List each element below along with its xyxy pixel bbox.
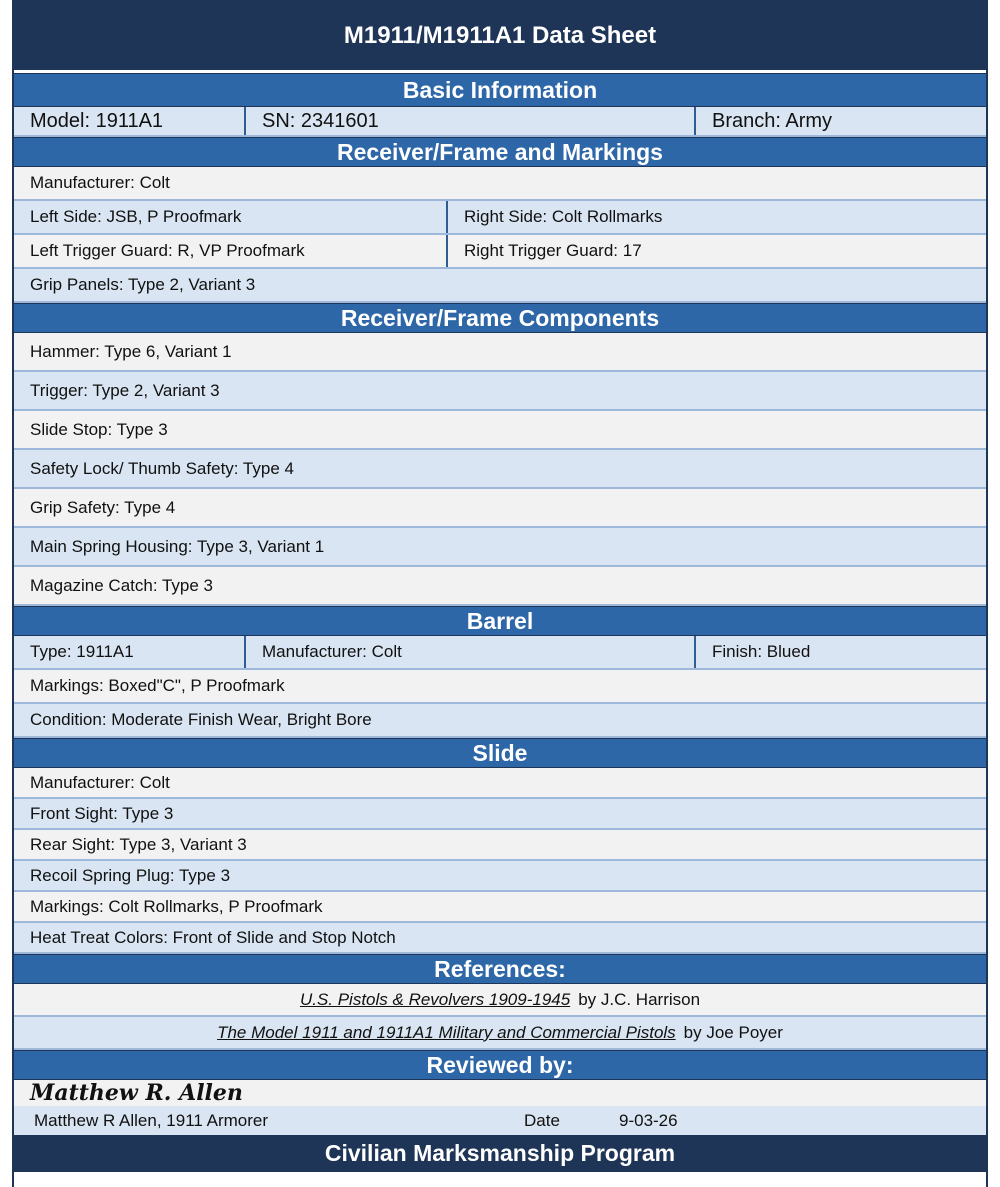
component-row [14, 333, 986, 372]
review-date: 9-03-26 [619, 1110, 678, 1130]
section-references: References: [14, 954, 986, 984]
reviewer-signature: Matthew R. Allen [30, 1080, 243, 1106]
slide-rear-sight: Rear Sight: Type 3, Variant 3 [30, 834, 247, 854]
reference-title: U.S. Pistols & Revolvers 1909-1945 [299, 989, 571, 1009]
barrel-manufacturer: Manufacturer: Colt [244, 636, 694, 668]
component-thumb-safety: Safety Lock/ Thumb Safety: Type 4 [30, 458, 294, 478]
date-label: Date [524, 1110, 560, 1130]
barrel-markings-row [14, 670, 986, 704]
reviewer-row [14, 1106, 986, 1135]
data-sheet [12, 0, 988, 1187]
component-magazine-catch: Magazine Catch: Type 3 [30, 575, 214, 595]
slide-row [14, 923, 986, 954]
component-main-spring-housing: Main Spring Housing: Type 3, Variant 1 [30, 536, 325, 556]
section-receiver-markings: Receiver/Frame and Markings [14, 137, 986, 167]
reference-author: by Joe Poyer [683, 1022, 783, 1042]
component-row [14, 372, 986, 411]
section-basic-information: Basic Information [14, 73, 986, 107]
grip-panels-row [14, 269, 986, 303]
model-field: Model: 1911A1 [30, 109, 164, 132]
section-frame-components: Receiver/Frame Components [14, 303, 986, 333]
right-trigger-guard: Right Trigger Guard: 17 [446, 235, 986, 267]
frame-manufacturer: Manufacturer: Colt [30, 173, 170, 192]
slide-markings: Markings: Colt Rollmarks, P Proofmark [30, 896, 323, 916]
section-barrel: Barrel [14, 606, 986, 636]
right-side-marking: Right Side: Colt Rollmarks [446, 201, 986, 233]
reference-title: The Model 1911 and 1911A1 Military and Commercial Pistols [217, 1022, 676, 1042]
serial-number-field: SN: 2341601 [244, 107, 694, 135]
slide-recoil-spring-plug: Recoil Spring Plug: Type 3 [30, 865, 231, 885]
branch-field: Branch: Army [694, 107, 986, 135]
frame-manufacturer-row [14, 167, 986, 201]
footer-organization: Civilian Marksmanship Program [14, 1135, 986, 1172]
barrel-finish: Finish: Blued [694, 636, 986, 668]
slide-row [14, 830, 986, 861]
trigger-guard-row [14, 235, 986, 269]
slide-row [14, 799, 986, 830]
component-row [14, 528, 986, 567]
barrel-condition: Condition: Moderate Finish Wear, Bright Bore [30, 710, 372, 729]
grip-panels: Grip Panels: Type 2, Variant 3 [30, 275, 256, 294]
slide-front-sight: Front Sight: Type 3 [30, 803, 174, 823]
component-trigger: Trigger: Type 2, Variant 3 [30, 380, 220, 400]
component-hammer: Hammer: Type 6, Variant 1 [30, 341, 232, 361]
side-markings-row [14, 201, 986, 235]
component-row [14, 567, 986, 606]
slide-manufacturer: Manufacturer: Colt [30, 772, 170, 792]
left-side-marking: Left Side: JSB, P Proofmark [30, 207, 242, 226]
reference-row [14, 984, 986, 1017]
component-slide-stop: Slide Stop: Type 3 [30, 419, 168, 439]
slide-heat-treat-colors: Heat Treat Colors: Front of Slide and Stop Notch [30, 927, 396, 947]
left-trigger-guard: Left Trigger Guard: R, VP Proofmark [30, 241, 305, 260]
signature-row [14, 1080, 986, 1106]
barrel-type: Type: 1911A1 [30, 642, 134, 661]
barrel-condition-row [14, 704, 986, 738]
component-grip-safety: Grip Safety: Type 4 [30, 497, 176, 517]
slide-row [14, 861, 986, 892]
section-slide: Slide [14, 738, 986, 768]
sheet-title: M1911/M1911A1 Data Sheet [14, 2, 986, 73]
slide-row [14, 768, 986, 799]
reference-row [14, 1017, 986, 1050]
component-row [14, 411, 986, 450]
reference-author: by J.C. Harrison [578, 989, 701, 1009]
component-row [14, 489, 986, 528]
reviewer-name: Matthew R Allen, 1911 Armorer [34, 1110, 269, 1130]
component-row [14, 450, 986, 489]
barrel-markings: Markings: Boxed"C", P Proofmark [30, 676, 285, 695]
section-reviewed-by: Reviewed by: [14, 1050, 986, 1080]
basic-info-row [14, 107, 986, 137]
barrel-info-row [14, 636, 986, 670]
slide-row [14, 892, 986, 923]
